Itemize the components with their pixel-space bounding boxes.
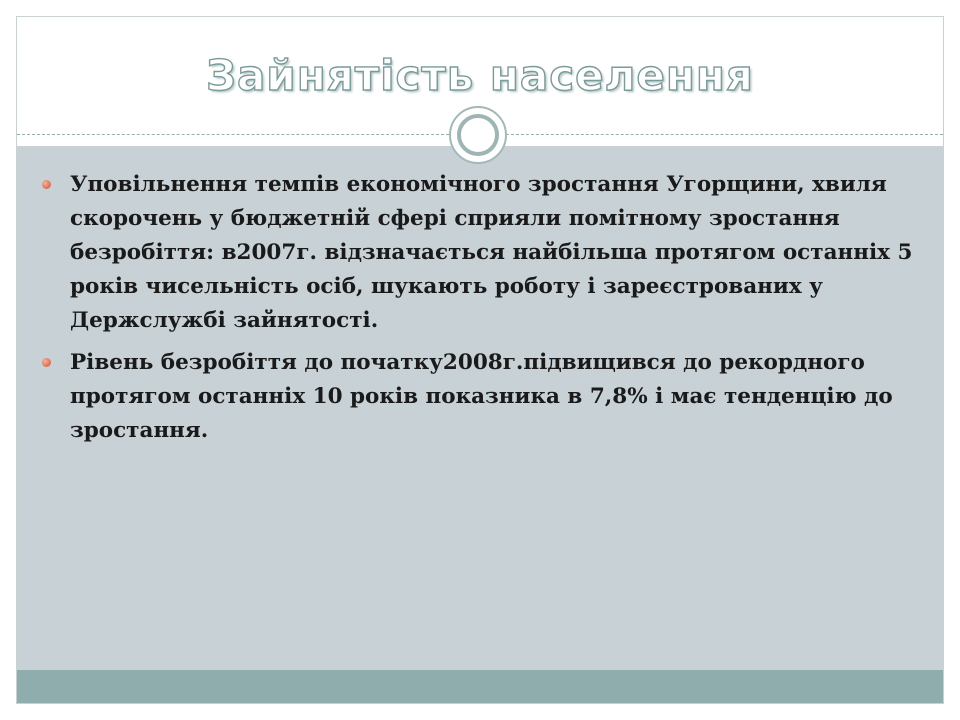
bullet-dot-icon xyxy=(42,180,51,189)
bullet-text-2: Рівень безробіття до початку2008г.підвищився до рекордного протягом останніх 10 років показника в 7,8% і має тенденцію до зростання. xyxy=(70,350,893,443)
ring-ornament-inner xyxy=(457,114,499,156)
bottom-band xyxy=(17,670,943,703)
slide-title: Зайнятість населення xyxy=(206,51,754,100)
bullet-item-1 xyxy=(40,168,920,338)
bullet-item-2 xyxy=(40,346,920,448)
bullet-text-1: Уповільнення темпів економічного зростання Угорщини, хвиля скорочень у бюджетній сфері сприяли помітному зростання безробіття: в2007г. відзначається найбільша протягом останніх 5 років чисельність осіб, шукають роботу і зареєстрованих у Держслужбі зайнятості. xyxy=(70,172,913,333)
bullet-list xyxy=(40,168,920,456)
bullet-dot-icon xyxy=(42,358,51,367)
